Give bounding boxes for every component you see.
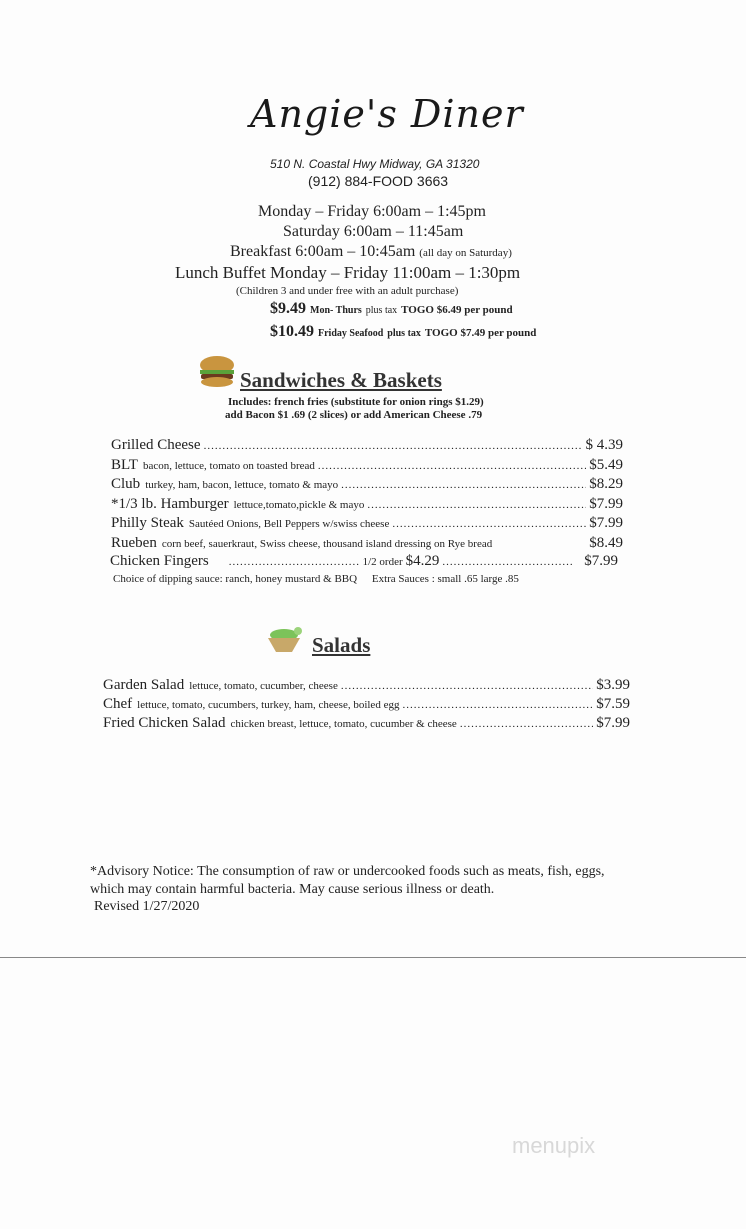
buffet-tax: plus tax bbox=[387, 328, 421, 339]
item-price: $7.99 bbox=[589, 515, 623, 532]
item-name: Fried Chicken Salad bbox=[103, 715, 226, 731]
children-note: (Children 3 and under free with an adult purchase) bbox=[236, 285, 459, 297]
dot-leader bbox=[402, 699, 593, 711]
breakfast-note: (all day on Saturday) bbox=[419, 247, 512, 259]
item-name: BLT bbox=[111, 456, 138, 473]
item-name: Grilled Cheese bbox=[111, 437, 201, 453]
dot-leader bbox=[204, 440, 583, 452]
burger-icon bbox=[198, 355, 236, 394]
menu-item bbox=[103, 677, 630, 694]
item-description: Sautéed Onions, Bell Peppers w/swiss cheese bbox=[188, 518, 390, 531]
dot-leader bbox=[318, 460, 586, 472]
advisory-line-2: which may contain harmful bacteria. May cause serious illness or death. bbox=[90, 882, 495, 897]
item-description: lettuce, tomato, cucumber, cheese bbox=[189, 680, 338, 692]
item-name: Chef bbox=[103, 696, 133, 712]
extra-sauces: Extra Sauces : small .65 large .85 bbox=[371, 573, 519, 585]
menu-item bbox=[103, 715, 630, 732]
item-price: $8.29 bbox=[589, 476, 623, 493]
dot-leader bbox=[460, 718, 593, 730]
item-description: corn beef, sauerkraut, Swiss cheese, thousand island dressing on Rye bread bbox=[161, 538, 493, 550]
item-name: Rueben bbox=[111, 535, 157, 551]
sandwiches-addons: add Bacon $1 .69 (2 slices) or add American Cheese .79 bbox=[225, 409, 483, 421]
menu-item bbox=[111, 437, 623, 454]
item-name: Garden Salad bbox=[103, 677, 185, 693]
half-order-price: $4.29 bbox=[405, 553, 440, 569]
item-name: *1/3 lb. Hamburger bbox=[111, 495, 229, 512]
dot-leader bbox=[341, 479, 586, 491]
item-name: Club bbox=[111, 476, 141, 493]
dot-leader bbox=[442, 556, 573, 568]
menu-item bbox=[111, 535, 623, 552]
hours-weekday: Monday – Friday 6:00am – 1:45pm bbox=[258, 203, 486, 220]
menu-item bbox=[103, 696, 630, 713]
half-order-label: 1/2 order bbox=[362, 556, 403, 568]
item-description: bacon, lettuce, tomato on toasted bread bbox=[142, 459, 315, 472]
breakfast-hours: Breakfast 6:00am – 10:45am bbox=[230, 243, 416, 260]
item-price: $7.99 bbox=[596, 715, 630, 731]
buffet-price-friday bbox=[270, 323, 536, 341]
menu-item bbox=[111, 457, 623, 474]
dot-leader bbox=[367, 499, 586, 511]
dot-leader bbox=[229, 556, 360, 568]
menu-item bbox=[111, 476, 623, 493]
phone: (912) 884-FOOD 3663 bbox=[308, 173, 449, 189]
item-price: $3.99 bbox=[596, 677, 630, 693]
buffet-togo: TOGO $6.49 per pound bbox=[401, 304, 513, 316]
advisory-line-1: *Advisory Notice: The consumption of raw or undercooked foods such as meats, fish, eggs, bbox=[90, 864, 605, 879]
menu-item bbox=[111, 496, 623, 513]
hours-saturday: Saturday 6:00am – 11:45am bbox=[283, 223, 464, 240]
buffet-price-mon-thurs bbox=[270, 300, 513, 318]
item-description: chicken breast, lettuce, tomato, cucumber & cheese bbox=[230, 718, 457, 730]
item-price: $7.99 bbox=[584, 553, 619, 569]
item-price: $5.49 bbox=[589, 456, 623, 473]
dipping-sauce-note: Choice of dipping sauce: ranch, honey mustard & BBQ bbox=[113, 573, 358, 585]
sandwiches-heading: Sandwiches & Baskets bbox=[240, 368, 442, 392]
item-description: lettuce, tomato, cucumbers, turkey, ham, cheese, boiled egg bbox=[137, 699, 400, 711]
sandwiches-includes: Includes: french fries (substitute for onion rings $1.29) bbox=[228, 396, 484, 408]
item-price: $8.49 bbox=[589, 535, 623, 551]
item-description: lettuce,tomato,pickle & mayo bbox=[233, 498, 365, 511]
revised-date: Revised 1/27/2020 bbox=[94, 899, 200, 914]
page-divider bbox=[0, 957, 746, 958]
item-price: $7.59 bbox=[596, 696, 630, 712]
buffet-price: $10.49 bbox=[270, 323, 314, 340]
buffet-days: Friday Seafood bbox=[318, 328, 384, 339]
menu-item bbox=[111, 515, 623, 532]
item-price: $ 4.39 bbox=[585, 437, 623, 453]
buffet-tax: plus tax bbox=[365, 305, 398, 316]
salad-bowl-icon bbox=[266, 626, 308, 659]
menu-item-chicken-fingers bbox=[110, 553, 618, 570]
hours-lunch: Lunch Buffet Monday – Friday 11:00am – 1:30pm bbox=[175, 263, 521, 282]
buffet-price: $9.49 bbox=[270, 300, 306, 317]
restaurant-title: Angie's Diner bbox=[250, 92, 524, 136]
item-description: turkey, ham, bacon, lettuce, tomato & mayo bbox=[145, 479, 339, 492]
buffet-togo: TOGO $7.49 per pound bbox=[424, 327, 537, 339]
hours-breakfast bbox=[230, 243, 512, 261]
buffet-days: Mon- Thurs bbox=[310, 305, 362, 316]
dot-leader bbox=[341, 680, 593, 692]
item-name: Philly Steak bbox=[111, 515, 184, 532]
item-name: Chicken Fingers bbox=[110, 553, 209, 569]
salads-heading: Salads bbox=[312, 633, 371, 657]
sauce-note bbox=[113, 573, 519, 585]
watermark: menupix bbox=[512, 1133, 596, 1158]
address: 510 N. Coastal Hwy Midway, GA 31320 bbox=[270, 157, 480, 171]
dot-leader bbox=[392, 518, 586, 530]
item-price: $7.99 bbox=[589, 495, 623, 512]
